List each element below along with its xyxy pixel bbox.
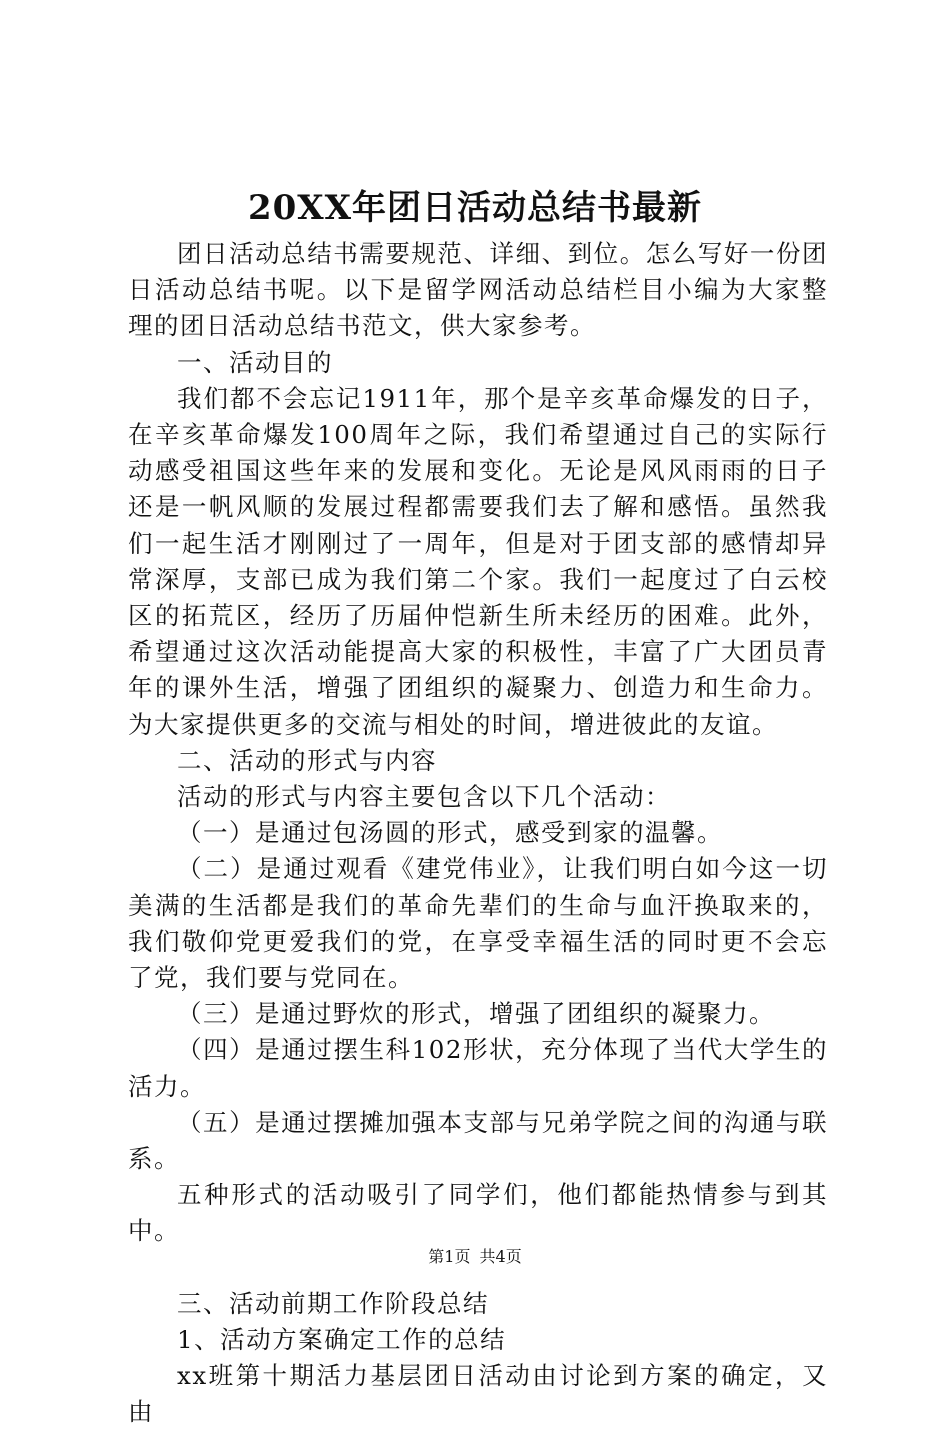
list-item-5: （五）是通过摆摊加强本支部与兄弟学院之间的沟通与联系。: [128, 1107, 828, 1174]
document-title: 20XX年团日活动总结书最新: [247, 188, 703, 228]
list-item-1: （一）是通过包汤圆的形式，感受到家的温馨。: [177, 818, 723, 848]
list-item-4: （四）是通过摆生科102形状，充分体现了当代大学生的活力。: [128, 1035, 828, 1101]
paragraph-forms-intro: 活动的形式与内容主要包含以下几个活动：: [177, 782, 671, 812]
paragraph-forms-summary: 五种形式的活动吸引了同学们，他们都能热情参与到其中。: [128, 1180, 828, 1246]
list-item-3: （三）是通过野炊的形式，增强了团组织的凝聚力。: [177, 999, 775, 1029]
heading-section-1: 一、活动目的: [177, 347, 333, 377]
page-total: 共4页: [479, 1247, 522, 1266]
paragraph-plan: xx班第十期活力基层团日活动由讨论到方案的确定，又由: [128, 1361, 828, 1427]
list-item-2: （二）是通过观看《建党伟业》，让我们明白如今这一切美满的生活都是我们的革命先辈们的生命与血汗换取来的，我们敬仰党更爱我们的党，在享受幸福生活的同时更不会忘了党，我们要与党同在。: [128, 854, 828, 993]
page-footer: [0, 1247, 950, 1267]
heading-section-2: 二、活动的形式与内容: [177, 745, 437, 775]
heading-section-3: 三、活动前期工作阶段总结: [177, 1288, 489, 1318]
page-number: 第1页: [428, 1247, 471, 1266]
paragraph-purpose: 我们都不会忘记1911年，那个是辛亥革命爆发的日子，在辛亥革命爆发100周年之际，我们希望通过自己的实际行动感受祖国这些年来的发展和变化。无论是风风雨雨的日子还是一帆风顺的发展过程都需要我们去了解和感悟。虽然我们一起生活才刚刚过了一周年，但是对于团支部的感情却异常深厚，支部已成为我们第二个家。我们一起度过了白云校区的拓荒区，经历了历届仲恺新生所未经历的困难。此外，希望通过这次活动能提高大家的积极性，丰富了广大团员青年的课外生活，增强了团组织的凝聚力、创造力和生命力。为大家提供更多的交流与相处的时间，增进彼此的友谊。: [128, 383, 828, 739]
paragraph-intro: 团日活动总结书需要规范、详细、到位。怎么写好一份团日活动总结书呢。以下是留学网活动总结栏目小编为大家整理的团日活动总结书范文，供大家参考。: [128, 239, 828, 341]
subheading-3-1: 1、活动方案确定工作的总结: [177, 1325, 507, 1355]
